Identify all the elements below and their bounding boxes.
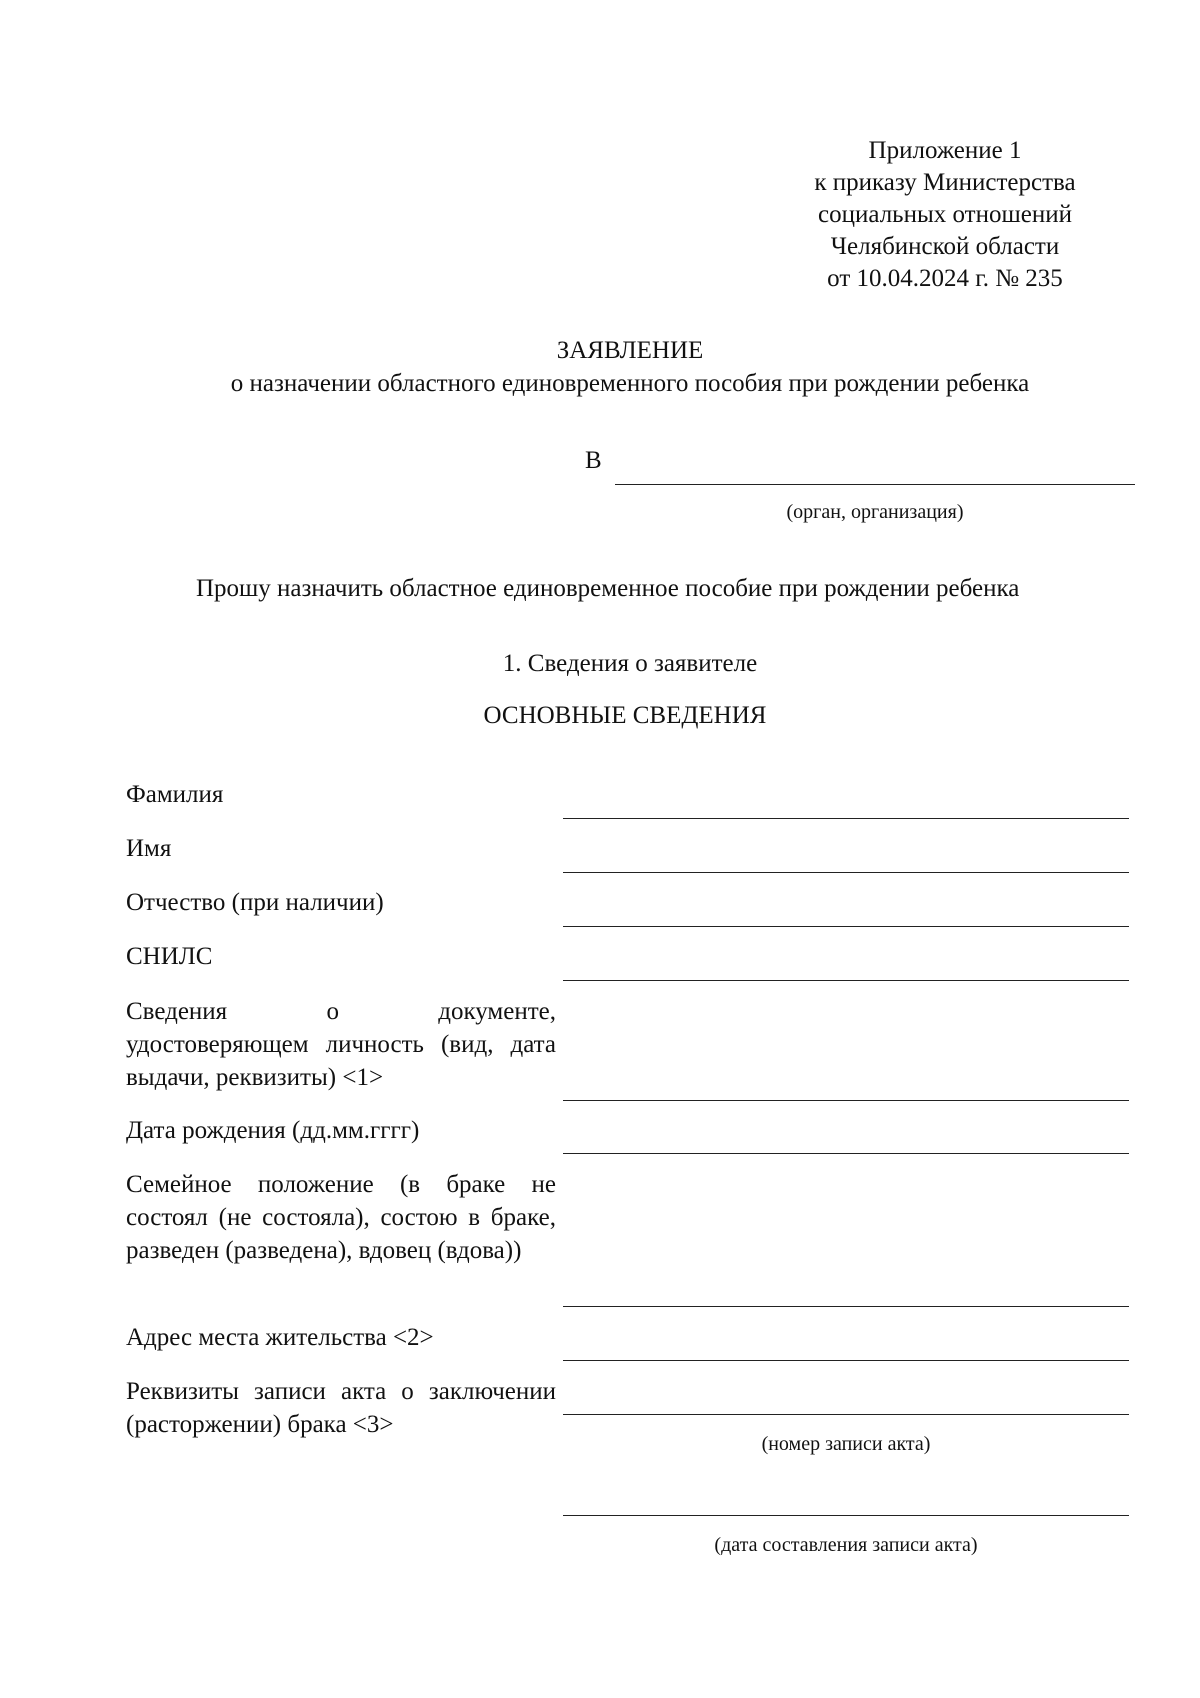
id-document-field-line[interactable]: [563, 1100, 1129, 1101]
name-field-line[interactable]: [563, 872, 1129, 873]
record-number-caption: (номер записи акта): [761, 1433, 931, 1455]
appendix-line: Приложение 1: [868, 137, 1022, 164]
addressee-caption: (орган, организация): [786, 501, 964, 523]
appendix-line: к приказу Министерства: [814, 169, 1076, 196]
section-title: 1. Сведения о заявителе: [502, 650, 758, 677]
addressee-prefix: В: [585, 447, 602, 474]
appendix-line: социальных отношений: [818, 201, 1072, 228]
surname-field-line[interactable]: [563, 818, 1129, 819]
patronymic-label: Отчество (при наличии): [126, 889, 384, 916]
document-subtitle: о назначении областного единовременного пособия при рождении ребенка: [230, 370, 1030, 397]
document-title: ЗАЯВЛЕНИЕ: [556, 337, 704, 364]
request-text: Прошу назначить областное единовременное пособие при рождении ребенка: [196, 575, 1020, 602]
surname-label: Фамилия: [126, 781, 224, 808]
addressee-field-line[interactable]: [615, 484, 1135, 485]
section-subtitle: ОСНОВНЫЕ СВЕДЕНИЯ: [483, 702, 767, 729]
snils-field-line[interactable]: [563, 980, 1129, 981]
appendix-line: Челябинской области: [830, 233, 1060, 260]
address-label: Адрес места жительства <2>: [126, 1324, 434, 1351]
appendix-line: от 10.04.2024 г. № 235: [827, 265, 1063, 292]
marriage-record-label: Реквизиты записи акта о заключении (расторжении) брака <3>: [126, 1378, 556, 1438]
record-date-field-line[interactable]: [563, 1515, 1129, 1516]
record-number-field-line[interactable]: [563, 1414, 1129, 1415]
birth-date-field-line[interactable]: [563, 1153, 1129, 1154]
snils-label: СНИЛС: [126, 943, 213, 970]
marital-status-label: Семейное положение (в браке не состоял (не состояла), состою в браке, разведен (разведена), вдовец (вдова)): [126, 1171, 556, 1264]
marital-status-field-line[interactable]: [563, 1306, 1129, 1307]
record-date-caption: (дата составления записи акта): [714, 1534, 978, 1556]
id-document-label: Сведения о документе, удостоверяющем личность (вид, дата выдачи, реквизиты) <1>: [126, 998, 556, 1091]
address-field-line[interactable]: [563, 1360, 1129, 1361]
birth-date-label: Дата рождения (дд.мм.гггг): [126, 1117, 420, 1144]
appendix-block: [780, 135, 1110, 295]
patronymic-field-line[interactable]: [563, 926, 1129, 927]
name-label: Имя: [126, 835, 172, 862]
